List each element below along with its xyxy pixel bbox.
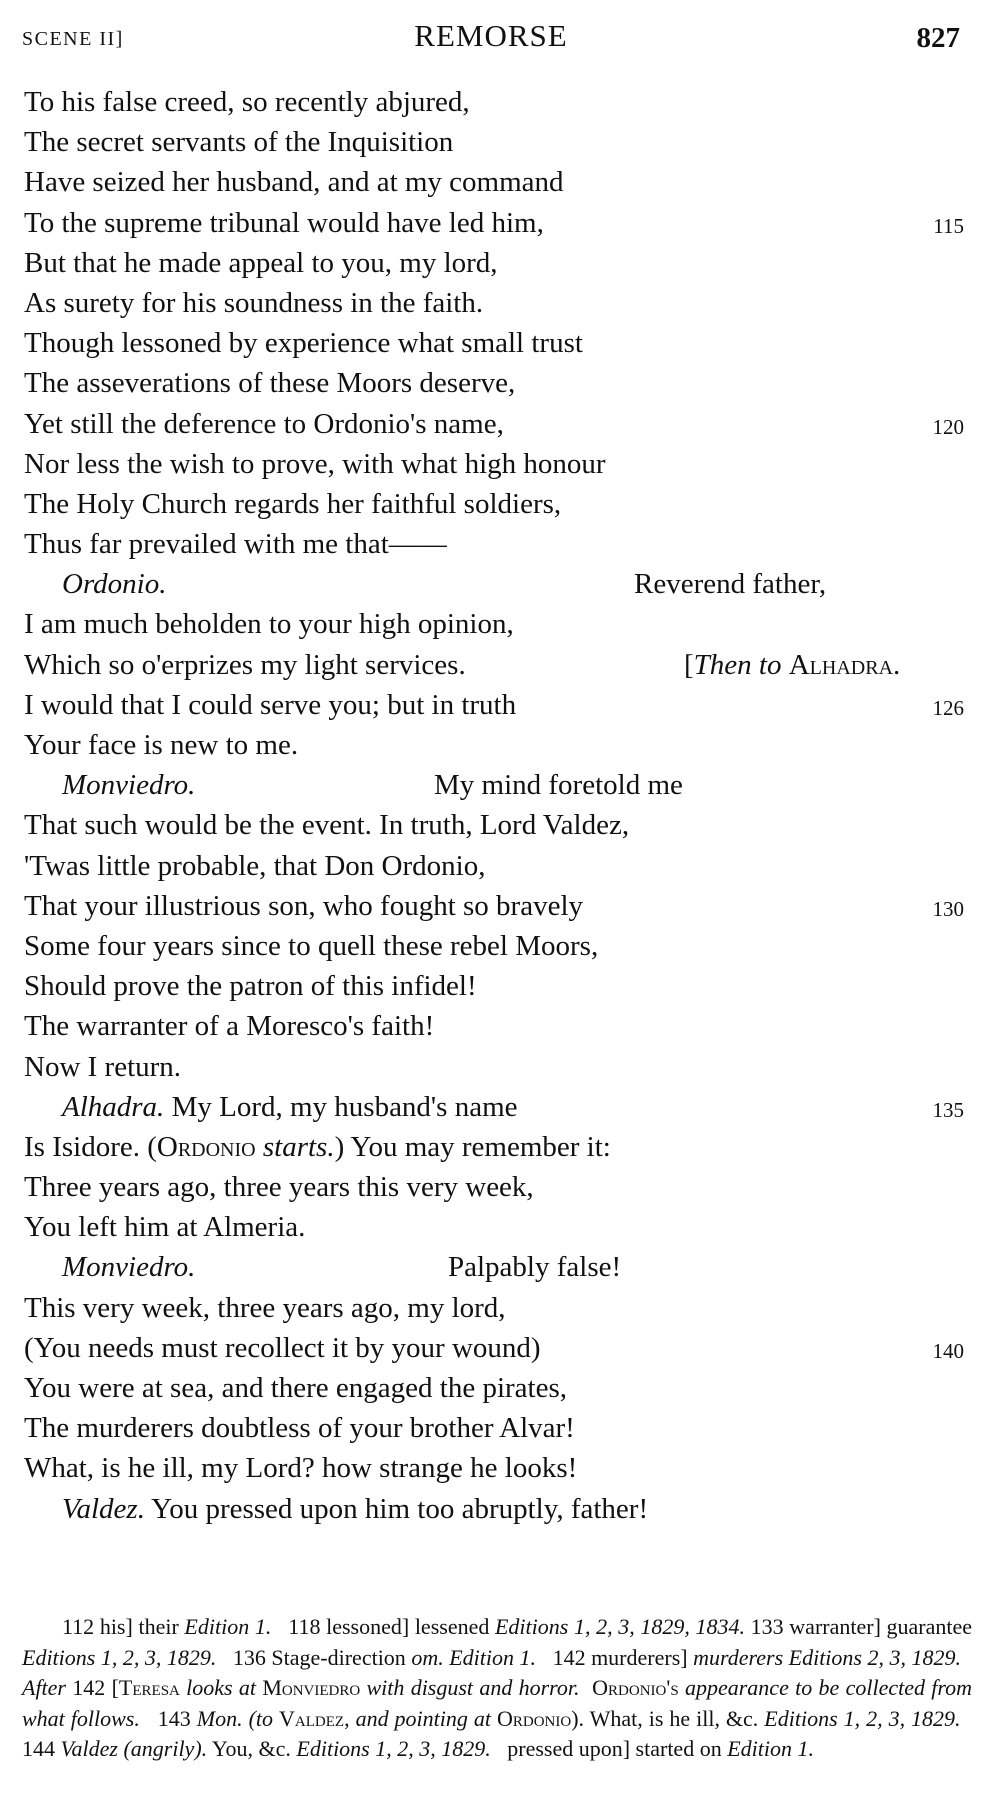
page-title: REMORSE bbox=[414, 18, 568, 53]
textual-notes bbox=[22, 1612, 972, 1765]
verse-line: Valdez. You pressed upon him too abruptly, father! bbox=[24, 1489, 964, 1529]
verse-line: What, is he ill, my Lord? how strange he looks! bbox=[24, 1452, 578, 1485]
verse-line: The Holy Church regards her faithful soldiers, bbox=[24, 487, 562, 520]
line-number: 135 bbox=[932, 1097, 964, 1122]
verse-line: To the supreme tribunal would have led him, 115 bbox=[24, 203, 964, 243]
verse-line: Yet still the deference to Ordonio's name, 120 bbox=[24, 404, 964, 444]
verse-line: Is Isidore. (Ordonio starts.) You may remember it: bbox=[24, 1130, 611, 1163]
verse-line: You left him at Almeria. bbox=[24, 1211, 306, 1244]
verse-line: Ordonio. Reverend father, bbox=[24, 564, 964, 604]
speaker-name: Monviedro. bbox=[62, 1251, 196, 1284]
verse-line: As surety for his soundness in the faith. bbox=[24, 286, 484, 319]
verse-line: Should prove the patron of this infidel! bbox=[24, 970, 477, 1003]
verse-line: Though lessoned by experience what small trust bbox=[24, 327, 583, 360]
verse-line: But that he made appeal to you, my lord, bbox=[24, 246, 498, 279]
line-number: 140 bbox=[932, 1338, 964, 1363]
verse-line: Alhadra. My Lord, my husband's name 135 bbox=[24, 1087, 964, 1127]
verse-line: That such would be the event. In truth, Lord Valdez, bbox=[24, 809, 630, 842]
verse-line: Have seized her husband, and at my command bbox=[24, 166, 564, 199]
scene-label: SCENE II] bbox=[22, 28, 124, 50]
verse-line: Which so o'erprizes my light services. [Then to Alhadra. bbox=[24, 645, 964, 685]
verse-line: I am much beholden to your high opinion, bbox=[24, 608, 514, 641]
verse-line: Monviedro. My mind foretold me bbox=[24, 765, 964, 805]
verse-line: The secret servants of the Inquisition bbox=[24, 126, 454, 159]
verse-line: This very week, three years ago, my lord, bbox=[24, 1291, 506, 1324]
verse-line: You were at sea, and there engaged the pirates, bbox=[24, 1372, 568, 1404]
line-number: 130 bbox=[932, 896, 964, 921]
line-number: 126 bbox=[932, 695, 964, 720]
note-paragraph: 112 his] their Edition 1. 118 lessoned] lessened Editions 1, 2, 3, 1829, 1834. 133 warranter] guarantee Editions 1, 2, 3, 1829. 136 Stage-direction om. Edition 1. 142 murderers] murderers Editions 2, 3, 1829. After 142 [Teresa looks at Monviedro with disgust and horror. Ordonio's appearance to be collected from what follows. 143 Mon. (to Valdez, and pointing at Ordonio). What, is he ill, &c. Editions 1, 2, 3, 1829. 144 Valdez (angrily). You, &c. Editions 1, 2, 3, 1829. pressed upon] started on Edition 1. bbox=[22, 1614, 973, 1761]
verse-line: Nor less the wish to prove, with what high honour bbox=[24, 447, 606, 480]
stage-direction: [Then to Alhadra. bbox=[684, 648, 901, 681]
line-number: 115 bbox=[933, 213, 964, 238]
page-number: 827 bbox=[916, 22, 960, 54]
verse-line: The asseverations of these Moors deserve, bbox=[24, 367, 516, 400]
verse-line: I would that I could serve you; but in truth 126 bbox=[24, 685, 964, 725]
verse-line: To his false creed, so recently abjured, bbox=[24, 86, 470, 118]
verse-line: Your face is new to me. bbox=[24, 729, 299, 761]
speaker-name: Ordonio. bbox=[62, 568, 167, 601]
verse-line: Three years ago, three years this very week, bbox=[24, 1171, 534, 1204]
speaker-name: Valdez. bbox=[62, 1492, 145, 1525]
verse-line: Monviedro. Palpably false! bbox=[24, 1247, 964, 1287]
verse-line: Some four years since to quell these rebel Moors, bbox=[24, 929, 599, 962]
verse-line: The murderers doubtless of your brother Alvar! bbox=[24, 1412, 575, 1445]
verse-line: That your illustrious son, who fought so bravely 130 bbox=[24, 886, 964, 926]
speaker-name: Monviedro. bbox=[62, 769, 196, 802]
speaker-name: Alhadra. bbox=[62, 1090, 165, 1123]
line-number: 120 bbox=[932, 414, 964, 439]
verse-line: The warranter of a Moresco's faith! bbox=[24, 1010, 435, 1043]
verse-line: (You needs must recollect it by your wound) 140 bbox=[24, 1328, 964, 1368]
verse-line: 'Twas little probable, that Don Ordonio, bbox=[24, 849, 486, 882]
verse-line: Now I return. bbox=[24, 1050, 182, 1083]
running-header bbox=[22, 18, 960, 58]
verse-line: Thus far prevailed with me that—— bbox=[24, 528, 447, 561]
verse-text bbox=[24, 82, 964, 1529]
